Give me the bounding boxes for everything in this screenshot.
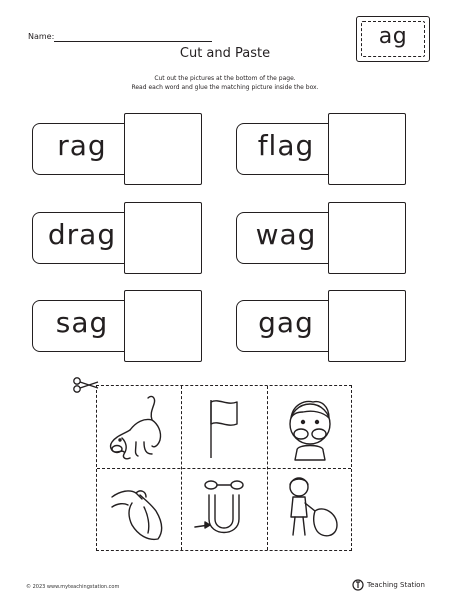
- copyright-text: © 2023 www.myteachingstation.com: [26, 584, 120, 590]
- word-label: gag: [258, 306, 314, 339]
- name-label: Name:: [28, 32, 55, 41]
- cut-out-grid: [96, 385, 352, 551]
- word-card-drag: [32, 202, 208, 274]
- glue-box[interactable]: [124, 290, 202, 362]
- glue-box[interactable]: [124, 113, 202, 185]
- picture-cell[interactable]: [97, 469, 181, 551]
- picture-cell[interactable]: [182, 469, 266, 551]
- instruction-line-1: Cut out the pictures at the bottom of the page.: [154, 75, 296, 82]
- word-label: flag: [257, 129, 315, 162]
- word-card-wag: [236, 202, 412, 274]
- teaching-station-logo-icon: [352, 579, 364, 591]
- instruction-line-2: Read each word and glue the matching picture inside the box.: [131, 84, 319, 91]
- glue-box[interactable]: [124, 202, 202, 274]
- word-label: wag: [255, 218, 317, 251]
- boy-gagging-icon: [273, 390, 347, 464]
- word-label: sag: [55, 306, 109, 339]
- glue-box[interactable]: [328, 290, 406, 362]
- brand-logo: [352, 579, 425, 591]
- dog-wagging-icon: [102, 390, 176, 464]
- flag-icon: [187, 390, 261, 464]
- picture-cell[interactable]: [97, 386, 181, 468]
- glue-box[interactable]: [328, 113, 406, 185]
- word-label: rag: [57, 129, 107, 162]
- word-card-flag: [236, 113, 412, 185]
- word-card-rag: [32, 113, 208, 185]
- word-card-gag: [236, 290, 412, 362]
- brand-name: Teaching Station: [367, 581, 425, 589]
- word-card-sag: [32, 290, 208, 362]
- picture-cell[interactable]: [182, 386, 266, 468]
- picture-cell[interactable]: [268, 469, 352, 551]
- girl-dragging-bag-icon: [273, 473, 347, 547]
- word-label: drag: [47, 218, 117, 251]
- glue-box[interactable]: [328, 202, 406, 274]
- rope-sagging-icon: [187, 473, 261, 547]
- word-family-text: ag: [378, 24, 408, 49]
- rag-in-hand-icon: [102, 473, 176, 547]
- page-title: Cut and Paste: [179, 46, 271, 61]
- picture-cell[interactable]: [268, 386, 352, 468]
- name-line[interactable]: [54, 41, 212, 42]
